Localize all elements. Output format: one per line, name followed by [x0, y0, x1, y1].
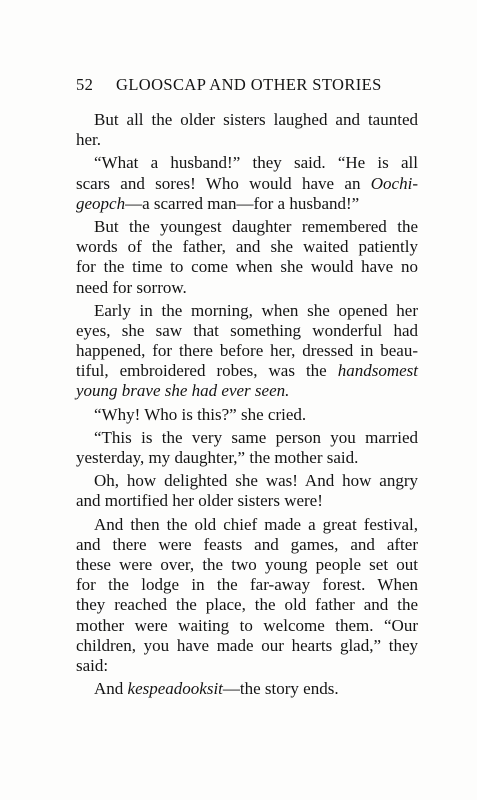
text-line: tiful, embroidered robes, was the handsomest	[76, 361, 418, 381]
text-line: mother were waiting to welcome them. “Our	[76, 615, 418, 635]
text-line: And then the old chief made a great festival,	[94, 514, 418, 534]
page-number: 52	[76, 75, 94, 94]
text-line: and there were feasts and games, and after	[76, 534, 418, 554]
running-title: GLOOSCAP AND OTHER STORIES	[116, 75, 382, 94]
text-line: they reached the place, the old father and the	[76, 595, 418, 615]
text-line: yesterday, my daughter,” the mother said.	[76, 448, 359, 467]
text-line: these were over, the two young people set out	[76, 554, 418, 574]
text-line: young brave she had ever seen.	[76, 381, 290, 401]
text-line: “This is the very same person you married	[94, 427, 418, 447]
text-line: for the time to come when she would have no	[76, 257, 418, 277]
text-line: scars and sores! Who would have an Oochi-	[76, 173, 418, 193]
running-header	[76, 75, 406, 95]
text-line: for the lodge in the far-away forest. When	[76, 575, 418, 595]
text-line: geopch—a scarred man—for a husband!”	[76, 193, 360, 213]
text-line: Oh, how delighted she was! And how angry	[94, 471, 418, 491]
text-line: “What a husband!” they said. “He is all	[94, 153, 418, 173]
text-line: words of the father, and she waited patiently	[76, 237, 418, 257]
text-line: her.	[76, 130, 102, 150]
body-text	[76, 110, 418, 699]
text-line: need for sorrow.	[76, 277, 187, 297]
text-line: Early in the morning, when she opened her	[94, 300, 418, 320]
text-line: children, you have made our hearts glad,” they	[76, 635, 418, 655]
text-line: And kespeadooksit—the story ends.	[94, 679, 339, 699]
text-line: said:	[76, 655, 109, 675]
text-line: “Why! Who is this?” she cried.	[94, 404, 307, 424]
text-line: and mortified her older sisters were!	[76, 491, 323, 511]
text-line: happened, for there before her, dressed in beau-	[76, 341, 418, 361]
text-line: But the youngest daughter remembered the	[94, 216, 418, 236]
text-line: But all the older sisters laughed and taunted	[94, 110, 418, 129]
text-line: eyes, she saw that something wonderful had	[76, 320, 418, 340]
